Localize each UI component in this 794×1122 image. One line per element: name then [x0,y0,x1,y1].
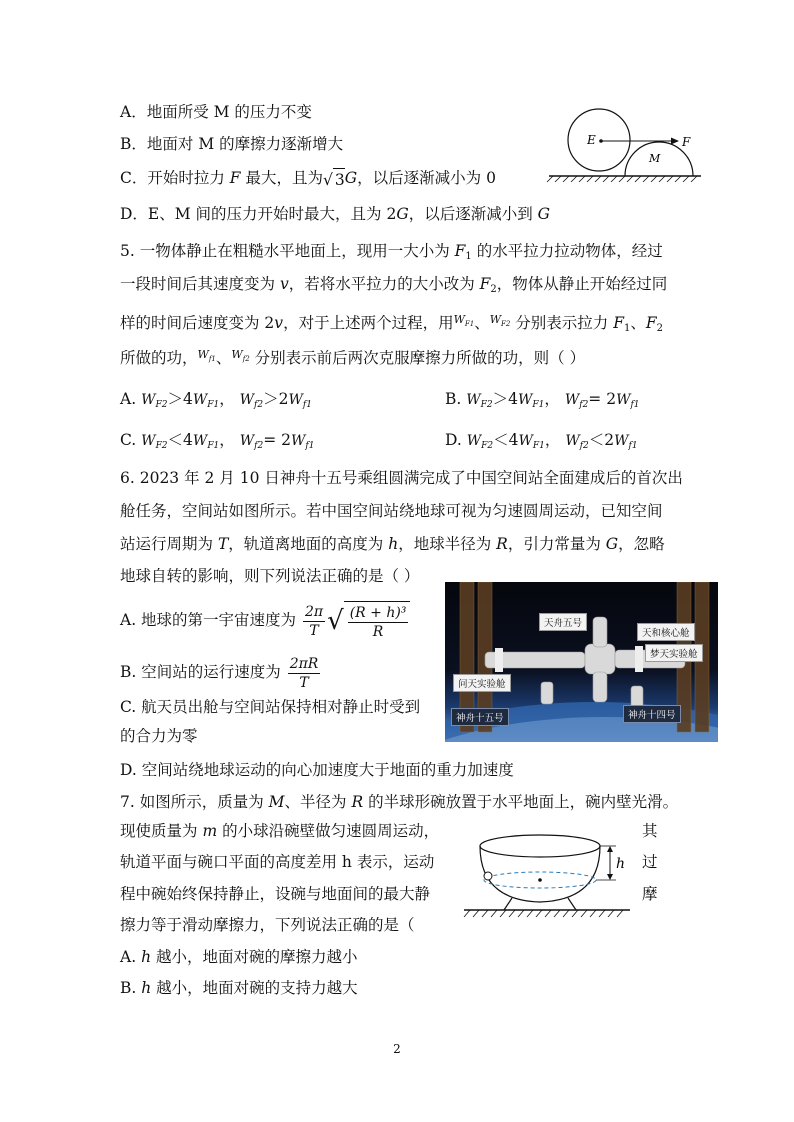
page-number: 2 [393,1042,401,1056]
q6-a-pre: A. 地球的第一宇宙速度为 [120,611,297,629]
q6-a-inner-den: R [372,624,384,641]
q5-c-rel1: ＜4 [167,431,193,449]
ball-e [568,109,630,171]
q5-wff1-w: W [197,348,209,361]
q6-b-den: T [299,674,309,691]
q5-a-w2-sub: F1 [207,400,220,410]
q4-d-g2: G [537,205,551,223]
q5-b-w1 [466,392,492,408]
q4-c-sqrt: √ 3 [323,168,345,191]
q5-v: v [279,275,289,293]
q5-b-label: B. [445,390,462,408]
label-f: F [682,135,691,149]
q5-c-w2-sub: F1 [207,441,220,451]
q5-b-w2-w: W [518,392,533,408]
q5-c-w2 [193,433,219,449]
space-station-photo [445,582,718,742]
h-arrow-bottom [607,874,613,880]
q5-d-w3-sub: f2 [579,441,589,451]
q5-d-rel2: ＜2 [588,431,615,449]
q6-l3-t: T [217,535,229,553]
q6-a-num: 2π [305,603,324,620]
q7-l1-r: R [351,793,364,811]
q5-b-w4 [616,392,639,408]
q6-option-c-line1: C. 航天员出舱与空间站保持相对静止时受到 [120,698,421,716]
q7-b-h: h [141,979,152,997]
q5-sep3: 、 [215,349,232,367]
q5-l2-post: ，物体从静止开始经过同 [496,275,668,293]
q6-a-frac [303,603,325,640]
q5-c-comma: ， [219,431,235,449]
bowl-base [504,898,576,910]
q5-a-w1-sub: F2 [155,400,168,410]
q5-a-w4-sub: f1 [302,400,312,410]
label-shenzhou-14: 神舟十四号 [623,705,681,723]
floor-hatching [464,910,623,917]
q5-wf1-w: W [453,313,465,326]
q5-a-w3-sub: f2 [254,400,264,410]
q5-b-w1-w: W [466,392,481,408]
q7-line2-right: 其 [642,822,658,840]
q5-l4-post: 分别表示前后两次克服摩擦力所做的功，则（ ） [249,349,586,367]
q5-c-w3-sub: f2 [254,441,264,451]
q6-option-b [120,652,322,692]
q5-d-w1 [467,433,493,449]
q7-line3: 轨道平面与碗口平面的高度差用 h 表示，运动 [120,853,435,871]
q4-option-b: B．地面对 M 的摩擦力逐渐增大 [120,135,344,153]
q5-c-w2-w: W [192,433,208,449]
q6-a-inner-frac [348,604,409,641]
q5-sep1: 、 [474,314,490,332]
q6-l3-h: h [388,535,399,553]
q5-wf2 [490,313,511,326]
q6-b-pre: B. 空间站的运行速度为 [120,663,281,681]
q5-a-w2-w: W [192,392,208,408]
q5-l3-v: v [274,314,284,332]
label-shenzhou-15: 神舟十五号 [451,708,509,726]
q7-option-b [120,977,358,999]
q5-b-w2 [518,392,544,408]
q5-f2-sub: 2 [490,284,497,295]
h-arrow-top [607,846,613,852]
label-m: M [649,152,661,165]
q5-wf2-sub: F2 [501,320,511,328]
q5-wff2-w: W [231,348,243,361]
q5-l4-pre: 所做的功， [120,349,198,367]
q7-b-label: B. [120,979,142,997]
q5-l3-f1-sub: 1 [623,323,631,334]
q6-option-d: D. 空间站绕地球运动的向心加速度大于地面的重力加速度 [120,761,514,779]
q5-a-label: A. [120,390,137,408]
q5-c-w4 [291,433,314,449]
q5-option-c [120,429,314,457]
label-tianhe-core: 天和核心舱 [637,623,695,641]
q5-d-w4 [614,433,637,449]
q5-c-w1-w: W [141,433,156,449]
q5-b-w1-sub: F2 [480,400,493,410]
q5-line3 [120,309,663,340]
q5-d-w3 [565,433,588,449]
q7-line5: 擦力等于滑动摩擦力，下列说法正确的是（ [120,916,415,934]
q5-l3-post: 分别表示拉力 [510,314,614,332]
label-e: E [587,133,596,147]
q5-l1-post: 的水平拉力拉动物体，经过 [471,242,663,260]
q6-option-a [120,600,410,642]
q5-a-rel1: ＞4 [167,390,193,408]
q5-a-w4 [288,392,311,408]
q7-line4: 程中碗始终保持静止，设碗与地面间的最大静 [120,885,431,903]
q4-c-mid: 最大，且为 [240,169,323,187]
q4-d-pre: D．E、M 间的压力开始时最大，且为 2 [120,205,397,223]
q7-l1-post: 的半球形碗放置于水平地面上，碗内壁光滑。 [363,793,679,811]
q5-c-w3 [240,433,263,449]
q5-b-comma: ， [544,390,560,408]
q4-d-post: ，以后逐渐减小到 [408,205,538,223]
q5-a-w1 [141,392,167,408]
q4-c-f: F [229,169,241,187]
q4-c-g: G [344,169,358,187]
q5-a-comma: ， [219,390,235,408]
q5-a-w2 [193,392,219,408]
q5-l2-pre: 一段时间后其速度变为 [120,275,280,293]
q5-a-rel2: ＞2 [263,390,289,408]
q5-l3-f2: F [645,314,657,332]
q5-b-w3 [565,392,588,408]
q5-a-w3-w: W [239,392,255,408]
label-wentian-lab: 问天实验舱 [453,674,511,692]
q5-a-w3 [240,392,263,408]
q6-a-radicand [344,601,411,642]
q4-c-pre: C．开始时拉力 [120,169,230,187]
q5-b-w4-sub: f1 [630,400,640,410]
q6-l3-r: R [496,535,508,553]
q5-c-label: C. [120,431,137,449]
q4-option-c [120,167,496,191]
q5-b-rel2: = 2 [588,390,617,408]
q5-wf1 [454,313,475,326]
force-arrow [671,138,679,145]
q5-option-a [120,388,312,416]
q5-c-w1 [141,433,167,449]
q5-d-w1-w: W [466,433,482,449]
q7-a-label: A. [120,948,142,966]
q5-d-label: D. [445,431,462,449]
q4-d-g1: G [396,205,409,223]
q5-b-w3-sub: f2 [579,400,589,410]
q6-line3 [120,533,665,555]
q6-b-frac [288,655,321,692]
q5-b-w4-w: W [616,392,631,408]
q5-line2 [120,273,667,301]
q7-b-text: 越小，地面对碗的支持力越大 [151,979,358,997]
q5-d-w4-sub: f1 [628,441,638,451]
bowl-rim [480,835,600,857]
q5-f2: F [479,275,491,293]
q6-l3-mid3: ，引力常量为 [507,535,606,553]
q6-b-num: 2πR [289,655,319,672]
q5-d-w2 [519,433,545,449]
q5-b-w3-w: W [564,392,580,408]
q5-b-w2-sub: F1 [532,400,545,410]
q5-c-w4-w: W [290,433,306,449]
orbit-center [538,878,542,882]
q7-line3-right: 过 [642,853,658,871]
q6-l3-mid1: ，轨道离地面的高度为 [228,535,389,553]
q5-option-b [445,388,640,416]
q4-c-post: ，以后逐渐减小为 0 [357,169,496,187]
q5-d-w4-w: W [614,433,629,449]
q5-wff1-sub: f1 [208,355,216,363]
q5-c-w3-w: W [239,433,255,449]
q5-wf1-sub: F1 [464,320,475,328]
q7-line1 [120,791,678,813]
q7-l2-post: 的小球沿碗壁做匀速圆周运动， [217,822,440,840]
label-tianzhou-5: 天舟五号 [539,613,587,631]
q6-a-radical-sign: √ [327,606,344,637]
q5-d-w3-w: W [565,433,580,449]
q5-d-w2-w: W [518,433,533,449]
q5-d-rel1: ＜4 [493,431,519,449]
q5-d-w2-sub: F1 [532,441,545,451]
q7-option-a [120,946,357,968]
q7-l2-m: m [202,822,218,840]
q6-option-c-line2: 的合力为零 [120,727,198,745]
q6-a-sqrt [327,600,410,642]
q7-line2 [120,820,439,842]
q5-l2-mid: ，若将水平拉力的大小改为 [288,275,480,293]
q7-l1-pre: 7. 如图所示，质量为 [120,793,269,811]
q5-wf2-w: W [489,313,502,326]
q5-a-w1-w: W [141,392,156,408]
q4-option-a: A．地面所受 M 的压力不变 [120,103,312,121]
label-mengtian-lab: 梦天实验舱 [645,644,703,662]
q5-line4 [120,344,585,370]
q5-d-comma: ， [544,431,561,449]
q5-option-d [445,429,638,457]
q4-option-d [120,203,550,225]
q5-wff2 [231,348,249,361]
q5-wff1 [198,348,216,361]
q4-c-sqrt-value: 3 [333,168,345,191]
q5-b-rel1: ＞4 [492,390,519,408]
q7-l1-mid: 、半径为 [284,793,352,811]
q5-line1 [120,240,663,268]
q5-f1: F [454,242,466,260]
q5-f1-sub: 1 [465,251,472,262]
q6-l3-g: G [605,535,619,553]
q7-a-h: h [141,948,152,966]
q5-d-w1-sub: F2 [481,441,494,451]
q5-c-w4-sub: f1 [305,441,315,451]
q7-line4-right: 摩 [642,885,658,903]
q6-line2: 舱任务，空间站如图所示。若中国空间站绕地球可视为匀速圆周运动，已知空间 [120,502,663,520]
q6-l3-pre: 站运行周期为 [120,535,218,553]
q5-l3-f2-sub: 2 [656,323,663,334]
q5-wff2-sub: f2 [242,355,250,363]
q5-l3-f1: F [613,314,624,332]
q6-line1: 6. 2023 年 2 月 10 日神舟十五号乘组圆满完成了中国空间站全面建成后的首次出 [120,469,683,487]
q6-a-inner-num: (R + h)³ [349,605,407,622]
q7-l1-m: M [268,793,285,811]
q5-l1-pre: 5. 一物体静止在粗糙水平地面上，现用一大小为 [120,242,455,260]
q5-sep2: 、 [630,314,646,332]
q7-bowl-figure [460,830,635,922]
q5-c-w1-sub: F2 [155,441,168,451]
q7-a-text: 越小，地面对碗的摩擦力越小 [151,948,358,966]
small-ball [484,872,492,880]
q6-line4: 地球自转的影响，则下列说法正确的是（ ） [120,567,420,585]
q4-figure [545,104,705,188]
q7-l2-pre: 现使质量为 [120,822,203,840]
q6-l3-post: ，忽略 [618,535,665,553]
q6-l3-mid2: ，地球半径为 [398,535,497,553]
q5-l3-pre: 样的时间后速度变为 2 [120,314,275,332]
q5-c-rel2: = 2 [263,431,291,449]
q5-l3-mid: ，对于上述两个过程，用 [283,314,454,332]
label-h: h [616,856,626,872]
q6-a-den: T [309,622,319,639]
ground-hatching [547,176,697,182]
q5-a-w4-w: W [288,392,303,408]
